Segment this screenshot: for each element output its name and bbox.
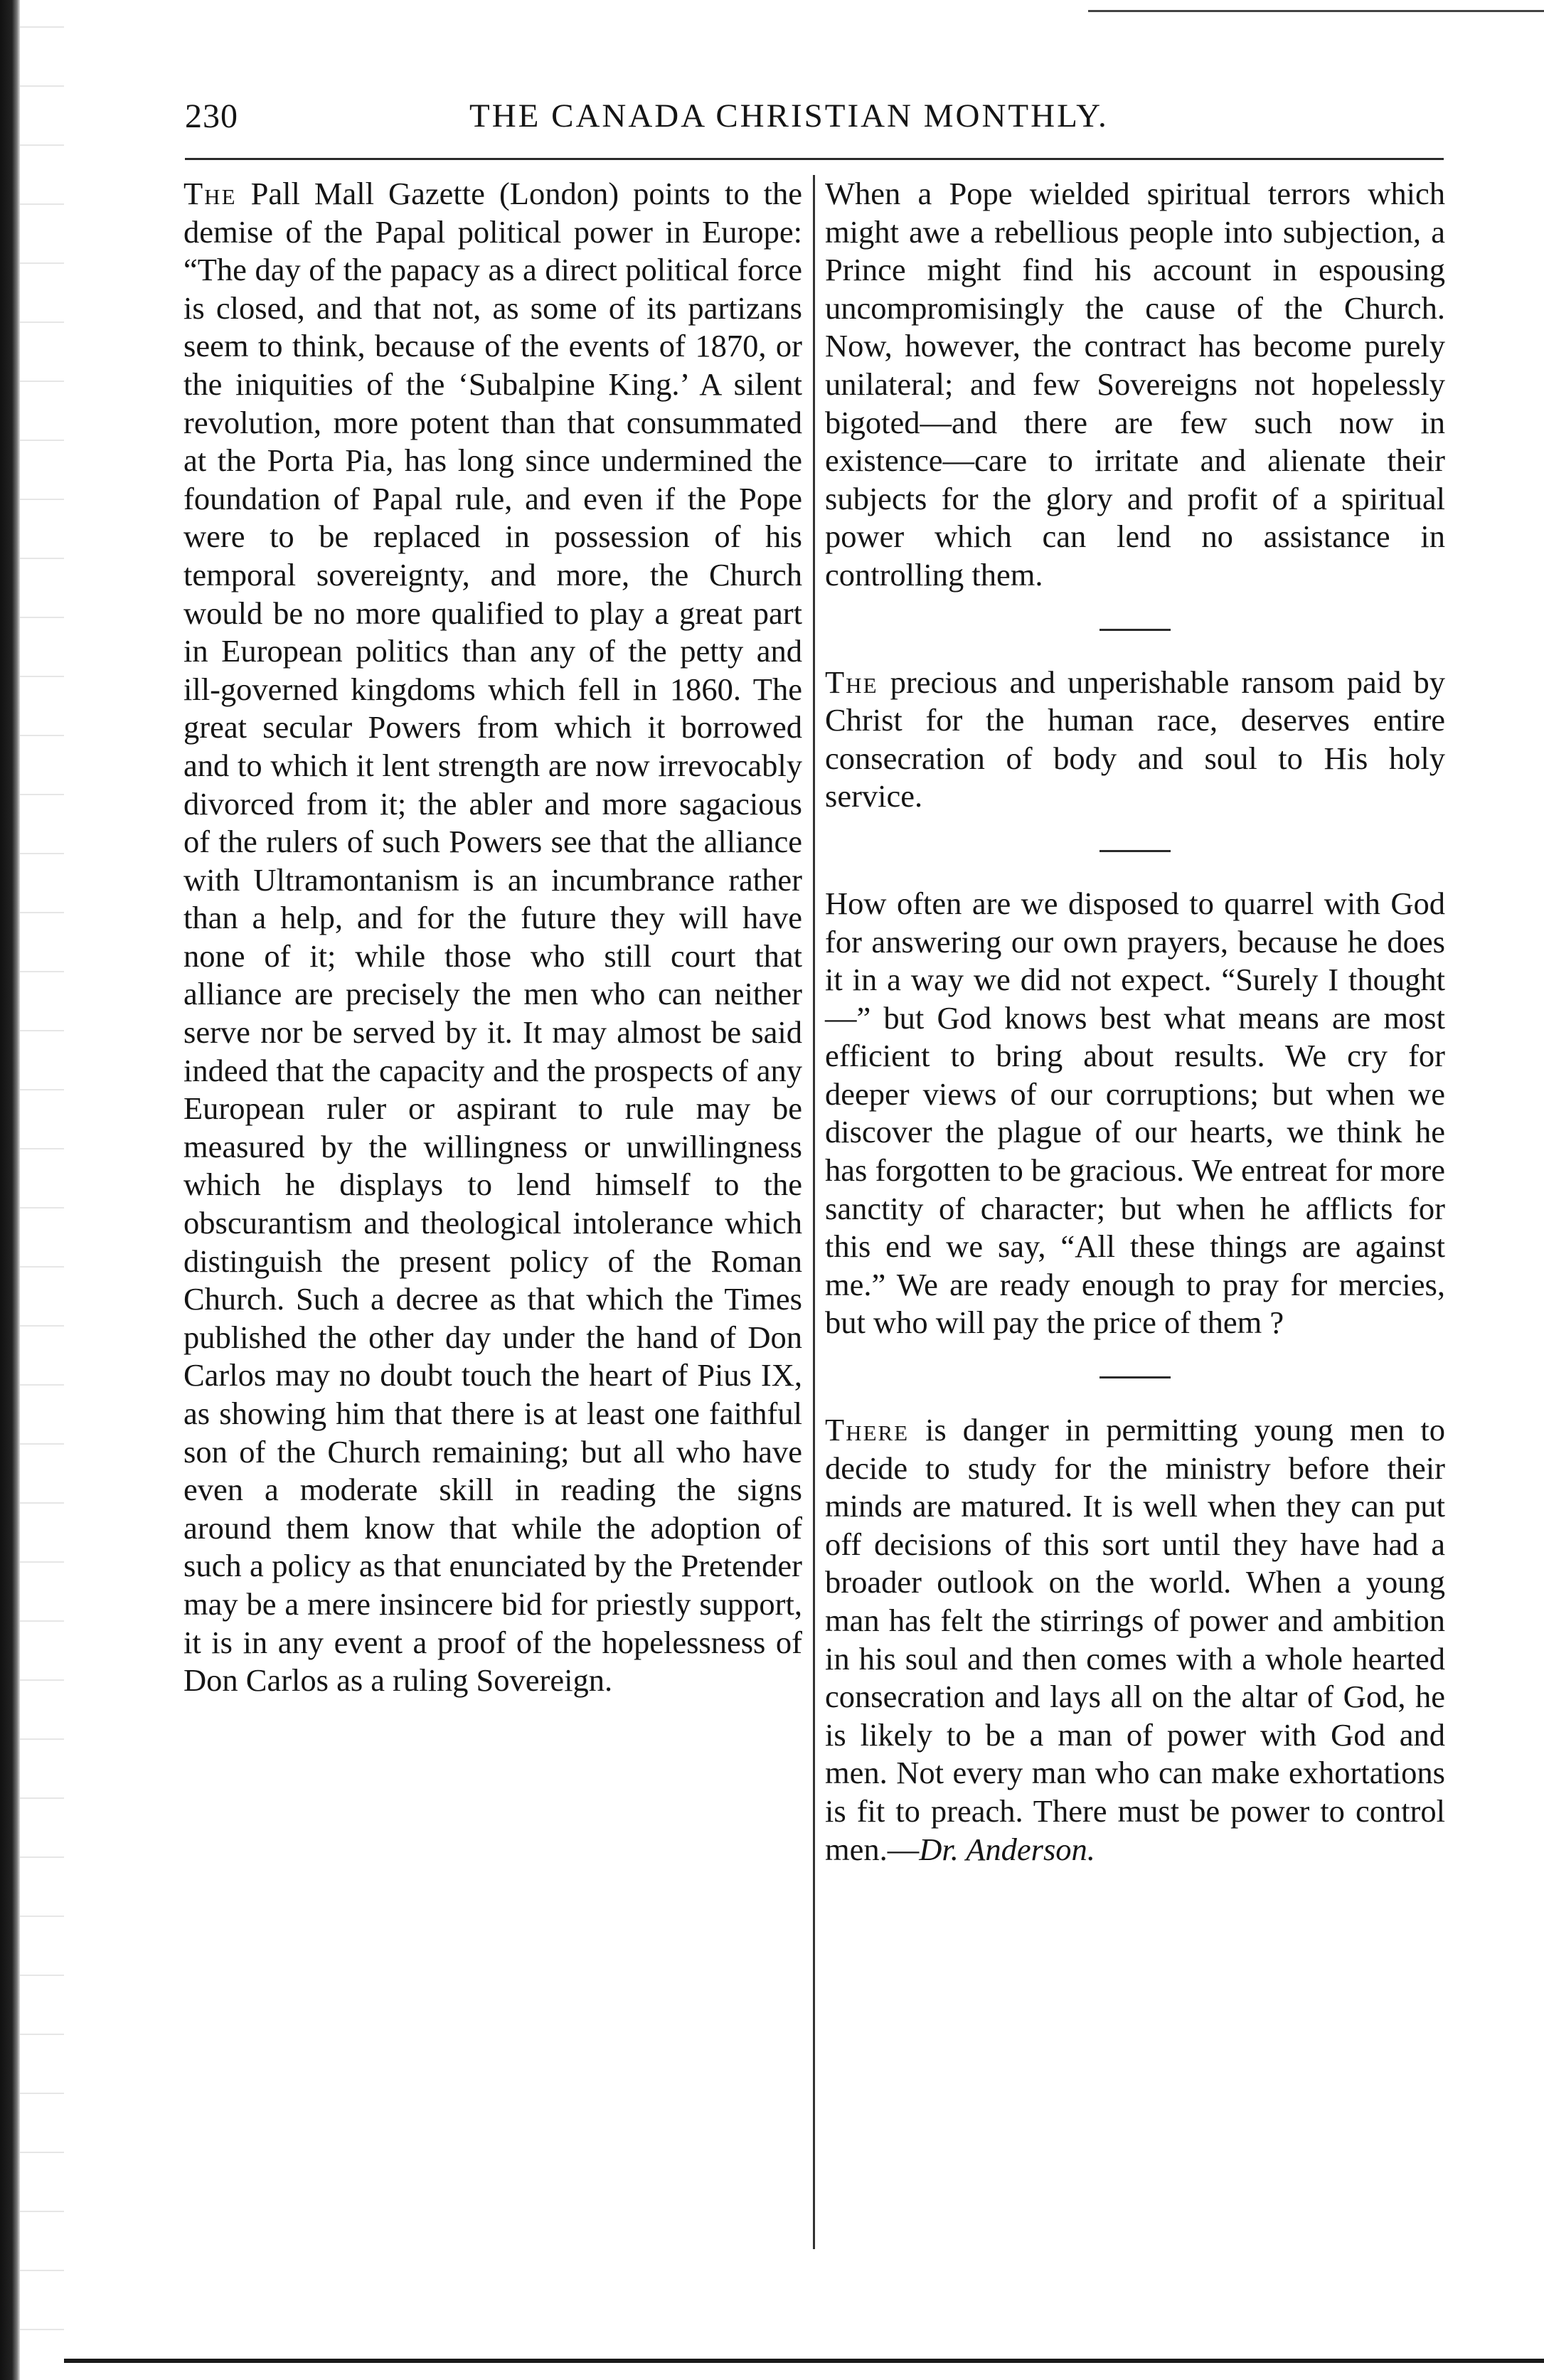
paragraph-prayers: How often are we disposed to quarrel with God for answering our own prayers, because he does it in a way we did not expect. “Surely I thought—” but God knows best what means are most efficient to bring about results. We cry for deeper views of our corruptions; but when we discover the plague of our hearts, we think he has forgotten to be gracious. We entreat for more sanctity of character; but when he afflicts for this end we say, “All these things are against me.” We are ready enough to pray for mercies, but who will pay the price of them ? <box>825 885 1445 1341</box>
paragraph-papal-power <box>183 175 802 1700</box>
page-header <box>185 97 1444 147</box>
paragraph-ministry <box>825 1411 1445 1869</box>
left-column <box>183 175 802 1700</box>
section-separator <box>1100 629 1171 631</box>
page-number: 230 <box>185 97 238 135</box>
paragraph-text: is danger in permitting young men to decide to study for the ministry before their minds are matured. It is well when they can put off decisions of this sort until they have had a broader outlook on the world. When a young man has felt the stirrings of power and ambition in his soul and then comes with a whole hearted consecration and lays all on the altar of God, he is likely to be a man of power with God and men. Not every man who can make exhortations is fit to preach. There must be power to control men.— <box>825 1412 1445 1867</box>
right-column <box>825 175 1445 1869</box>
paragraph-lede: The <box>825 664 878 700</box>
section-separator <box>1100 1376 1171 1378</box>
section-separator <box>1100 850 1171 852</box>
column-divider <box>813 175 815 2249</box>
paragraph-pope-continued: When a Pope wielded spiritual terrors which might awe a rebellious people into subjection, a Prince might find his account in espousing uncompromisingly the cause of the Church. Now, however, the contract has become purely unilateral; and few Sovereigns not hopelessly bigoted—and there are few such now in existence—care to irritate and alienate their subjects for the glory and profit of a spiritual power which can lend no assistance in controlling them. <box>825 176 1445 593</box>
paragraph-text: Pall Mall Gazette (London) points to the demise of the Papal political power in Europe: “The day of the papacy as a direct political force is closed, and that not, as some of its partizans seem to think, because of the events of 1870, or the iniquities of the ‘Subalpine King.’ A silent revolution, more potent than that consummated at the Porta Pia, has long since undermined the foundation of Papal rule, and even if the Pope were to be replaced in possession of his temporal sovereignty, and more, the Church would be no more qualified to play a great part in European politics than any of the petty and ill-governed kingdoms which fell in 1860. The great secular Powers from which it borrowed and to which it lent strength are now irrevocably divorced from it; the abler and more sagacious of the rulers of such Powers see that the alliance with Ultramontanism is an incumbrance rather than a help, and for the future they will have none of it; while those who still court that alliance are precisely the men who can neither serve nor be served by it. It may almost be said indeed that the capacity and the prospects of any European ruler or aspirant to rule may be measured by the willingness or unwillingness which he displays to lend himself to the obscurantism and theological intolerance which distinguish the present policy of the Roman Church. Such a decree as that which the Times published the other day under the hand of Don Carlos may no doubt touch the heart of Pius IX, as showing him that there is at least one faithful son of the Church remaining; but all who have even a moderate skill in reading the signs around them know that while the adoption of such a policy as that enunciated by the Pretender may be a mere insincere bid for priestly support, it is in any event a proof of the hopelessness of Don Carlos as a ruling Sovereign. <box>183 176 802 1699</box>
paragraph-lede: There <box>825 1412 910 1448</box>
running-head: THE CANADA CHRISTIAN MONTHLY. <box>469 97 1109 134</box>
binding-shadow <box>20 0 64 2380</box>
paragraph-lede: The <box>183 176 237 211</box>
bottom-edge-rule <box>64 2359 1544 2363</box>
page-binding-edge <box>0 0 20 2380</box>
paragraph-ransom <box>825 664 1445 816</box>
header-rule <box>185 158 1444 160</box>
top-edge-rule <box>1088 10 1544 12</box>
paragraph-text: precious and unperishable ransom paid by Christ for the human race, deserves entire consecration of body and soul to His holy service. <box>825 664 1445 814</box>
author-signature: Dr. Anderson. <box>919 1831 1095 1867</box>
